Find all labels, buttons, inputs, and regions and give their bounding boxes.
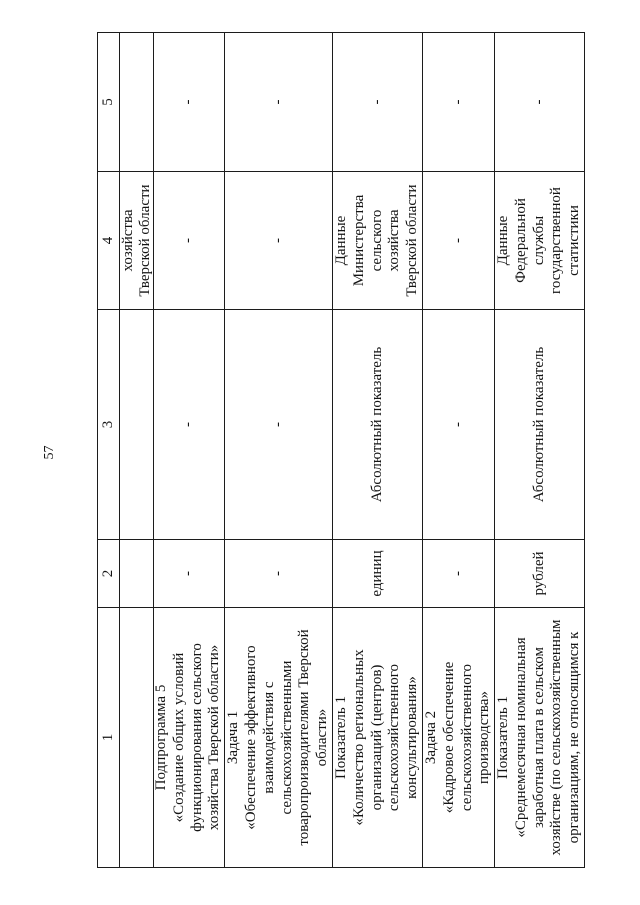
name-cell: Задача 1 «Обеспечение эффективного взаимодействия с сельскохозяйственными товаропроизводителями Тверской области» xyxy=(225,607,333,867)
method-cell: - xyxy=(225,309,333,539)
name-cell: Показатель 1 «Количество региональных организаций (центров) сельскохозяйственного консультирования» xyxy=(333,607,423,867)
method-cell: - xyxy=(153,309,225,539)
indicators-table xyxy=(97,32,585,868)
table-header-row xyxy=(98,32,120,867)
name-cell: Задача 2 «Кадровое обеспечение сельскохозяйственного производства» xyxy=(423,607,495,867)
column-5-cell: - xyxy=(153,32,225,171)
column-5-cell: - xyxy=(495,32,585,171)
method-cell xyxy=(120,309,154,539)
unit-cell xyxy=(120,539,154,607)
column-number-1: 1 xyxy=(98,607,120,867)
source-cell: - xyxy=(225,171,333,309)
table-row xyxy=(225,32,333,867)
unit-cell: - xyxy=(423,539,495,607)
source-cell: Данные Федеральной службы государственной статистики xyxy=(495,171,585,309)
name-cell: Показатель 1 «Среднемесячная номинальная заработная плата в сельском хозяйстве (по сельскохозяйственным организациям, не относящимся к xyxy=(495,607,585,867)
table-row xyxy=(423,32,495,867)
column-number-5: 5 xyxy=(98,32,120,171)
name-cell: Подпрограмма 5 «Создание общих условий функционирования сельского хозяйства Тверской области» xyxy=(153,607,225,867)
source-cell: - xyxy=(423,171,495,309)
unit-cell: - xyxy=(153,539,225,607)
source-cell: Данные Министерства сельского хозяйства Тверской области xyxy=(333,171,423,309)
unit-cell: единиц xyxy=(333,539,423,607)
table-row xyxy=(153,32,225,867)
source-cell: - xyxy=(153,171,225,309)
method-cell: - xyxy=(423,309,495,539)
column-5-cell: - xyxy=(423,32,495,171)
method-cell: Абсолютный показатель xyxy=(333,309,423,539)
unit-cell: рублей xyxy=(495,539,585,607)
name-cell xyxy=(120,607,154,867)
source-cell: хозяйства Тверской области xyxy=(120,171,154,309)
table-row xyxy=(495,32,585,867)
page-number: 57 xyxy=(42,445,57,460)
column-number-2: 2 xyxy=(98,539,120,607)
column-5-cell: - xyxy=(333,32,423,171)
column-number-3: 3 xyxy=(98,309,120,539)
table-row xyxy=(120,32,153,867)
unit-cell: - xyxy=(225,539,333,607)
column-number-4: 4 xyxy=(98,171,120,309)
table-row xyxy=(333,32,423,867)
column-5-cell xyxy=(120,32,154,171)
method-cell: Абсолютный показатель xyxy=(495,309,585,539)
column-5-cell: - xyxy=(225,32,333,171)
